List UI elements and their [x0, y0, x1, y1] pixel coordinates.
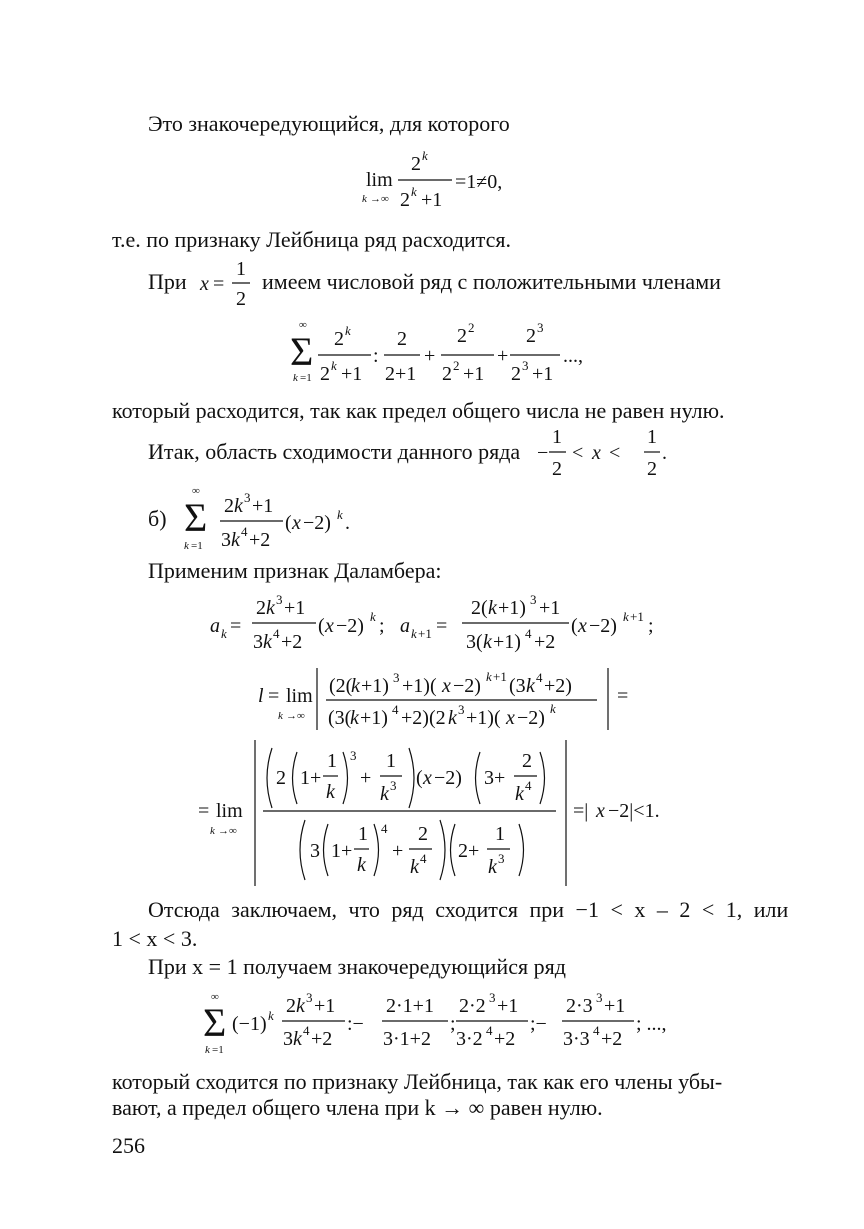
svg-text:4: 4 [525, 778, 532, 793]
svg-text:+1): +1) [493, 631, 521, 653]
svg-text:.: . [345, 512, 350, 534]
svg-text:k: k [357, 854, 366, 876]
svg-text:3: 3 [596, 990, 603, 1005]
svg-text:k: k [221, 626, 227, 641]
svg-text:+: + [424, 345, 436, 367]
svg-text:x: x [506, 707, 515, 729]
svg-text:−2): −2) [434, 767, 462, 789]
svg-text:2: 2 [286, 995, 296, 1017]
svg-text:+1: +1 [463, 363, 485, 385]
svg-text:3: 3 [253, 631, 263, 653]
svg-text:k: k [448, 707, 457, 729]
svg-text:+1: +1 [497, 995, 519, 1017]
svg-text:2·2: 2·2 [459, 995, 486, 1017]
svg-text:+: + [360, 767, 372, 789]
svg-text:2: 2 [647, 458, 657, 480]
svg-text:2: 2 [276, 767, 286, 789]
svg-text:2: 2 [457, 325, 467, 347]
svg-text:k: k [184, 540, 189, 552]
svg-text:2: 2 [442, 363, 452, 385]
svg-text:k: k [623, 609, 629, 624]
svg-text:−2): −2) [303, 512, 331, 534]
svg-text:2: 2 [400, 189, 410, 211]
svg-text:(: ( [318, 615, 325, 637]
svg-text:(: ( [571, 615, 578, 637]
svg-text:∞: ∞ [299, 319, 307, 331]
svg-text:2+: 2+ [458, 840, 480, 862]
svg-text:;: ; [450, 1013, 456, 1035]
svg-text:4: 4 [536, 670, 543, 685]
svg-text:+1)(: +1)( [402, 675, 437, 697]
svg-text:−2): −2) [589, 615, 617, 637]
svg-text:1: 1 [386, 750, 396, 772]
svg-text:+2: +2 [281, 631, 303, 653]
svg-text:+1: +1 [421, 189, 443, 211]
svg-text:lim: lim [216, 800, 243, 822]
svg-text:4: 4 [525, 626, 532, 641]
svg-text:3: 3 [393, 670, 400, 685]
svg-text:k: k [526, 675, 535, 697]
svg-text:3: 3 [276, 592, 283, 607]
svg-text:x: x [200, 273, 209, 295]
formula-series-1 [290, 319, 583, 385]
svg-text:3: 3 [522, 358, 529, 373]
svg-text:=: = [213, 273, 225, 295]
svg-text:−2): −2) [453, 675, 481, 697]
svg-text:+1: +1 [532, 363, 554, 385]
formula-series-x1 [203, 990, 667, 1056]
svg-text:(: ( [285, 512, 292, 534]
svg-text:2: 2 [468, 320, 475, 335]
svg-text:+1: +1 [539, 597, 561, 619]
svg-text:+: + [497, 345, 509, 367]
svg-text:k: k [210, 825, 215, 837]
text-line: Применим признак Даламбера: [148, 558, 442, 583]
svg-text:+1): +1) [361, 675, 389, 697]
svg-text:k: k [337, 507, 343, 522]
svg-text:4: 4 [241, 524, 248, 539]
svg-text:2: 2 [256, 597, 266, 619]
text-line: Отсюда заключаем, что ряд сходится при −1 < x – 2 < 1, или [148, 897, 789, 922]
svg-text:2: 2 [397, 328, 407, 350]
svg-text:k: k [362, 193, 367, 205]
svg-text:−: − [537, 442, 549, 464]
svg-text:...,: ..., [563, 345, 583, 367]
svg-text:3: 3 [283, 1028, 293, 1050]
svg-text:k: k [296, 995, 305, 1017]
svg-text:k: k [380, 783, 389, 805]
svg-text:2·1+1: 2·1+1 [386, 995, 434, 1017]
svg-text:+1: +1 [341, 363, 363, 385]
svg-text:+2: +2 [494, 1028, 516, 1050]
svg-text:4: 4 [593, 1023, 600, 1038]
svg-text:a: a [400, 615, 410, 637]
svg-text:k: k [278, 710, 283, 722]
svg-text:k: k [486, 669, 492, 684]
svg-text:2: 2 [236, 288, 246, 310]
svg-text:3: 3 [390, 778, 397, 793]
svg-text:+2): +2) [544, 675, 572, 697]
svg-text:2·3: 2·3 [566, 995, 593, 1017]
svg-text:+: + [392, 840, 404, 862]
svg-text:3: 3 [537, 320, 544, 335]
svg-text:x: x [423, 767, 432, 789]
svg-text:2: 2 [411, 153, 421, 175]
svg-text:x: x [325, 615, 334, 637]
svg-text:;: ; [379, 615, 385, 637]
svg-text:x: x [592, 442, 601, 464]
svg-text:1: 1 [552, 426, 562, 448]
svg-text:−2|<1.: −2|<1. [608, 800, 660, 822]
svg-text:+1)(: +1)( [466, 707, 501, 729]
svg-text:(3: (3 [509, 675, 526, 697]
svg-text:.: . [662, 442, 667, 464]
svg-text:k: k [515, 783, 524, 805]
svg-text:1: 1 [236, 258, 246, 280]
svg-text:3: 3 [498, 851, 505, 866]
svg-text:k: k [370, 609, 376, 624]
text-line: имеем числовой ряд с положительными членами [262, 269, 721, 294]
svg-text:2: 2 [334, 328, 344, 350]
svg-text:Σ: Σ [203, 1000, 227, 1045]
svg-text:k: k [550, 701, 556, 716]
svg-text:k: k [411, 626, 417, 641]
svg-text:k: k [345, 323, 351, 338]
svg-text:+1: +1 [630, 609, 644, 624]
svg-text:x: x [292, 512, 301, 534]
svg-text:k: k [411, 184, 417, 199]
svg-text:+2: +2 [311, 1028, 333, 1050]
svg-text:+1: +1 [314, 995, 336, 1017]
svg-text:k: k [234, 495, 243, 517]
svg-text:3: 3 [489, 990, 496, 1005]
svg-text:3+: 3+ [484, 767, 506, 789]
svg-text:a: a [210, 615, 220, 637]
svg-text:2: 2 [552, 458, 562, 480]
svg-text:k: k [488, 597, 497, 619]
svg-text:4: 4 [381, 821, 388, 836]
text-line: который расходится, так как предел общего числа не равен нулю. [112, 398, 725, 423]
svg-text:k: k [205, 1044, 210, 1056]
svg-text:2: 2 [453, 358, 460, 373]
text-line: который сходится по признаку Лейбница, так как его члены убы- [112, 1069, 723, 1094]
svg-text:=|: =| [573, 800, 589, 822]
svg-text:−2): −2) [517, 707, 545, 729]
svg-text:3·3: 3·3 [563, 1028, 590, 1050]
text-line: При x = 1 получаем знакочередующийся ряд [148, 954, 566, 979]
svg-text:k: k [483, 631, 492, 653]
svg-text:2: 2 [511, 363, 521, 385]
svg-text:2: 2 [522, 750, 532, 772]
svg-text:+1): +1) [498, 597, 526, 619]
svg-text:(3(: (3( [328, 707, 352, 729]
svg-text:2: 2 [320, 363, 330, 385]
svg-text:; ...,: ; ..., [636, 1013, 667, 1035]
svg-text:k: k [231, 529, 240, 551]
svg-text:=1: =1 [300, 372, 312, 384]
svg-text:k: k [293, 1028, 302, 1050]
svg-text:x: x [442, 675, 451, 697]
svg-text:<: < [572, 442, 584, 464]
svg-text:1+: 1+ [300, 767, 322, 789]
formula-series-b [184, 485, 350, 552]
svg-text:k: k [350, 707, 359, 729]
svg-text::: : [373, 345, 379, 367]
svg-text:=: = [617, 685, 629, 707]
svg-text:lim: lim [286, 685, 313, 707]
svg-text:+1: +1 [284, 597, 306, 619]
svg-text:Σ: Σ [290, 329, 314, 374]
svg-text:+1): +1) [360, 707, 388, 729]
svg-text:4: 4 [420, 851, 427, 866]
formula-limit-1 [362, 148, 502, 211]
svg-text:=: = [436, 615, 448, 637]
svg-text:3: 3 [310, 840, 320, 862]
svg-text:k: k [263, 631, 272, 653]
svg-text:;: ; [648, 615, 654, 637]
svg-text:=1≠0,: =1≠0, [455, 171, 503, 193]
svg-text:→∞: →∞ [370, 193, 389, 205]
svg-text:1: 1 [327, 750, 337, 772]
svg-text:x: x [578, 615, 587, 637]
svg-text:3: 3 [244, 490, 251, 505]
svg-text:4: 4 [303, 1023, 310, 1038]
svg-text:4: 4 [486, 1023, 493, 1038]
svg-text:+1: +1 [493, 669, 507, 684]
svg-text:(2(: (2( [329, 675, 353, 697]
svg-text:1: 1 [495, 823, 505, 845]
svg-text::−: :− [347, 1013, 364, 1035]
svg-text:3·2: 3·2 [456, 1028, 483, 1050]
svg-text:+1: +1 [604, 995, 626, 1017]
svg-text:k: k [422, 148, 428, 163]
svg-text:2(: 2( [471, 597, 488, 619]
svg-text:4: 4 [392, 702, 399, 717]
svg-text:;−: ;− [530, 1013, 547, 1035]
formula-x-half [199, 258, 250, 310]
svg-text:3·1+2: 3·1+2 [383, 1028, 431, 1050]
svg-text:l: l [258, 685, 264, 707]
svg-text:2: 2 [418, 823, 428, 845]
svg-text:2: 2 [224, 495, 234, 517]
svg-text:k: k [351, 675, 360, 697]
svg-text:<: < [609, 442, 621, 464]
text-line: Это знакочередующийся, для которого [148, 111, 510, 136]
svg-text:3: 3 [458, 702, 465, 717]
svg-text:3: 3 [530, 592, 537, 607]
svg-text:=: = [230, 615, 242, 637]
page-number: 256 [112, 1133, 145, 1158]
svg-text:=: = [268, 685, 280, 707]
formula-ak [210, 592, 654, 653]
svg-text:2+1: 2+1 [385, 363, 417, 385]
svg-text:x: x [596, 800, 605, 822]
svg-text:4: 4 [273, 626, 280, 641]
svg-text:∞: ∞ [192, 485, 200, 497]
svg-text:k: k [293, 372, 298, 384]
formula-big-limit [198, 740, 660, 886]
svg-text:=1: =1 [191, 540, 203, 552]
svg-text:Σ: Σ [184, 495, 208, 540]
svg-text:3(: 3( [466, 631, 483, 653]
svg-text:(: ( [416, 767, 423, 789]
svg-text:+2: +2 [534, 631, 556, 653]
svg-text:k: k [410, 856, 419, 878]
svg-text:lim: lim [366, 169, 393, 191]
text-line: т.е. по признаку Лейбница ряд расходится. [112, 227, 512, 252]
svg-text:∞: ∞ [211, 991, 219, 1003]
svg-text:+1: +1 [252, 495, 274, 517]
svg-text:+2: +2 [249, 529, 271, 551]
text-line: При [148, 269, 187, 294]
svg-text:1: 1 [358, 823, 368, 845]
svg-text:k: k [268, 1008, 274, 1023]
svg-text:(−1): (−1) [232, 1013, 267, 1035]
svg-text:3: 3 [306, 990, 313, 1005]
svg-text:+1: +1 [418, 626, 432, 641]
svg-text:−2): −2) [336, 615, 364, 637]
text-line: 1 < x < 3. [112, 926, 198, 951]
svg-text:k: k [331, 358, 337, 373]
svg-text:2: 2 [526, 325, 536, 347]
svg-text:=: = [198, 800, 210, 822]
list-marker: б) [148, 506, 167, 531]
formula-interval [537, 426, 667, 480]
text-line: вают, а предел общего члена при k → ∞ равен нулю. [112, 1095, 603, 1120]
svg-text:3: 3 [350, 748, 357, 763]
svg-text:+2)(2: +2)(2 [401, 707, 446, 729]
formula-l-limit [258, 668, 628, 730]
text-line: Итак, область сходимости данного ряда [148, 439, 521, 464]
svg-text:k: k [488, 856, 497, 878]
svg-text:+2: +2 [601, 1028, 623, 1050]
svg-text:1: 1 [647, 426, 657, 448]
svg-text:1+: 1+ [331, 840, 353, 862]
svg-text:k: k [326, 781, 335, 803]
svg-text:→∞: →∞ [218, 825, 237, 837]
svg-text:→∞: →∞ [286, 710, 305, 722]
svg-text:3: 3 [221, 529, 231, 551]
svg-text:=1: =1 [212, 1044, 224, 1056]
svg-text:k: k [266, 597, 275, 619]
